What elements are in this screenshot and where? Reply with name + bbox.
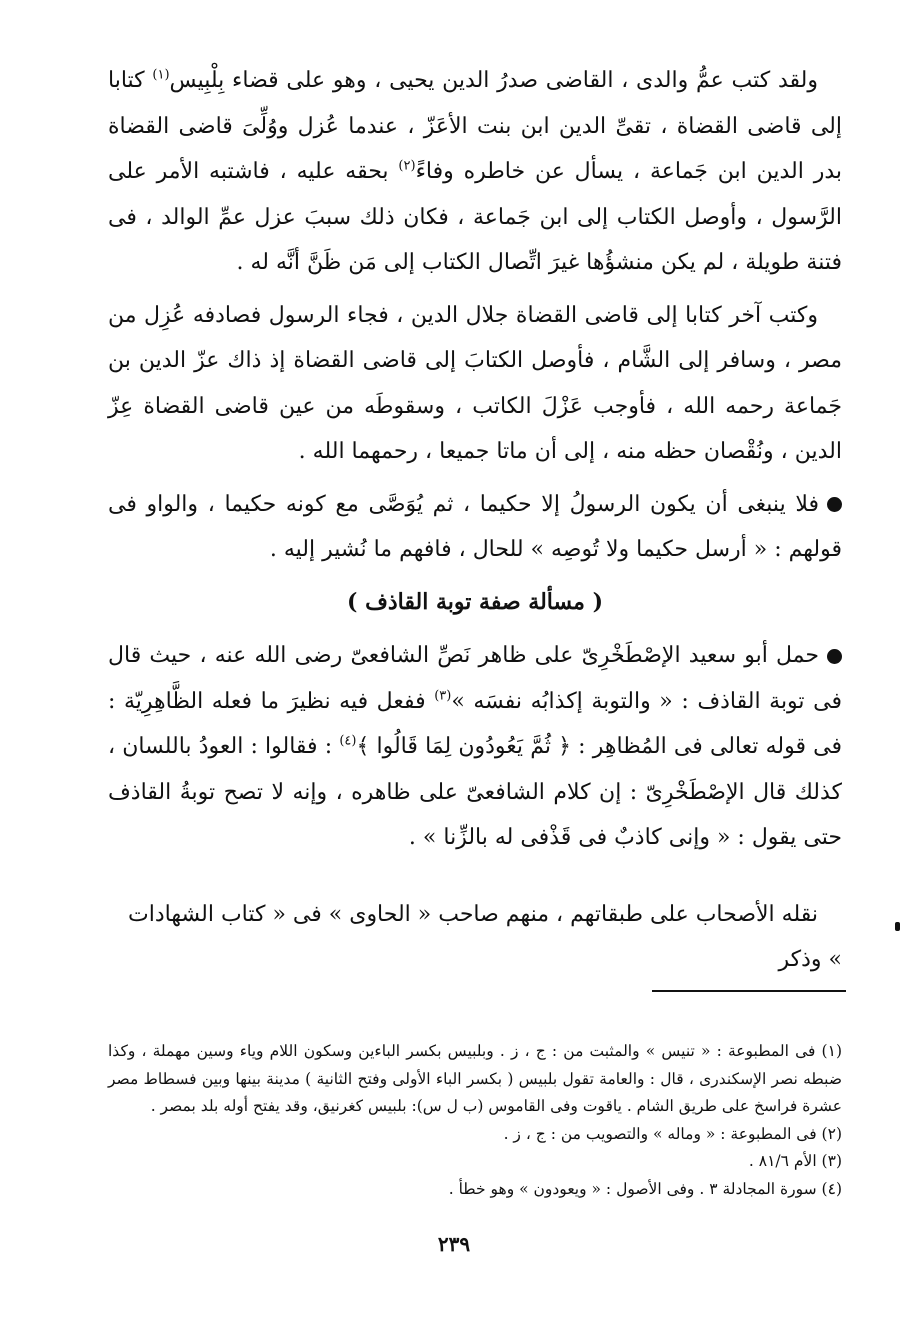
- footnote-separator: [652, 990, 846, 992]
- footnote-ref-2: (٢): [398, 158, 416, 174]
- footnote-ref-1: (١): [152, 67, 170, 83]
- paragraph-3: [108, 482, 842, 573]
- paragraph-4-part-c: : فقالوا : العودُ باللسان ، كذلك قال الإصْطَخْرِىّ : إن كلام الشافعىّ على ظاهره ، وإنه لا تصح توبةُ القاذف حتى يقول : « وإنى كاذبٌ فى قَذْفى له بالزِّنا » .: [108, 734, 842, 850]
- margin-mark: [895, 922, 900, 931]
- paragraph-2: وكتب آخر كتابا إلى قاضى القضاة جلال الدين ، فجاء الرسول فصادفه عُزِل من مصر ، وسافر إلى الشَّام ، فأوصل الكتابَ إلى قاضى القضاة إذ ذاك عزّ الدين بن جَماعة رحمه الله ، فأوجب عَزْلَ الكاتب ، وسقوطَه من عين قاضى القضاة عِزّ الدين ، ونُقْصان حظه منه ، إلى أن ماتا جميعا ، رحمهما الله .: [108, 302, 843, 464]
- paragraph-1-part-b: كتابا إلى قاضى القضاة ، تقىِّ الدين ابن بنت الأعَزّ ، عندما عُزل ووُلِّىَ قاضى القضاة بدر الدين ابن جَماعة ، يسأل عن خاطره وفاءً: [108, 68, 842, 184]
- paragraph-4-part-b: ففعل فيه نظيرَ ما فعله الظَّاهِرِيّة : فى قوله تعالى فى المُظاهِر : ﴿ ثُمَّ يَعُودُون لِمَا قَالُوا ﴾: [108, 688, 842, 759]
- paragraph-3-text: فلا ينبغى أن يكون الرسولُ إلا حكيما ، ثم يُوَصَّى مع كونه حكيما ، والواو فى قولهم : « أرسل حكيما ولا تُوصِه » للحال ، فافهم ما نُشير إليه .: [108, 491, 842, 562]
- section-heading: ( مسألة صفة توبة القاذف ): [347, 588, 603, 615]
- footnote-ref-3: (٣): [434, 688, 452, 704]
- paragraph-1-part-c: بحقه عليه ، فاشتبه الأمر على الرَّسول ، وأوصل الكتاب إلى ابن جَماعة ، فكان ذلك سببَ عزل عمِّ الوالد ، فى فتنة طويلة ، لم يكن منشؤُها غيرَ اتِّصال الكتاب إلى مَن ظَنَّ أنَّه له .: [108, 159, 842, 275]
- bullet-icon: [827, 649, 842, 664]
- footnotes: [108, 1038, 842, 1203]
- paragraph-1: [108, 58, 842, 286]
- paragraph-5: نقله الأصحاب على طبقاتهم ، منهم صاحب « الحاوى » فى « كتاب الشهادات » وذكر: [128, 902, 842, 972]
- paragraph-4: [108, 633, 842, 861]
- bullet-icon: [827, 497, 842, 512]
- footnote-ref-4: (٤): [339, 733, 357, 749]
- footnote-2: (٢) فى المطبوعة : « وماله » والتصويب من : ج ، ز .: [503, 1124, 842, 1143]
- paragraph-1-part-a: ولقد كتب عمُّ والدى ، القاضى صدرُ الدين يحيى ، وهو على قضاء بِلْبِيس: [169, 68, 818, 93]
- main-text: [108, 58, 842, 868]
- paragraph-4-part-a: حمل أبو سعيد الإصْطَخْرِىّ على ظاهر نَصِّ الشافعىّ رضى الله عنه ، حيث قال فى توبة القاذف : « والتوبة إكذابُه نفسَه »: [108, 643, 842, 714]
- footnote-3: (٣) الأم ٨١/٦ .: [748, 1152, 842, 1170]
- page-number: ٢٣٩: [437, 1232, 471, 1256]
- footnote-4: (٤) سورة المجادلة ٣ . وفى الأصول : « ويعودون » وهو خطأ .: [448, 1179, 842, 1198]
- footnote-1: (١) فى المطبوعة : « تنيس » والمثبت من : ج ، ز . وبلبيس بكسر الباءين وسكون اللام وياء وسين مهملة ، وكذا ضبطه نصر الإسكندرى ، قال : والعامة تقول بلبيس ( بكسر الباء الأولى وفتح الثانية ) مدينة بينها وبين فسطاط مصر عشرة فراسخ على طريق الشام . ياقوت وفى القاموس (ب ل س): بلبيس كغرنيق، وقد يفتح أوله بلد بمصر .: [108, 1042, 842, 1115]
